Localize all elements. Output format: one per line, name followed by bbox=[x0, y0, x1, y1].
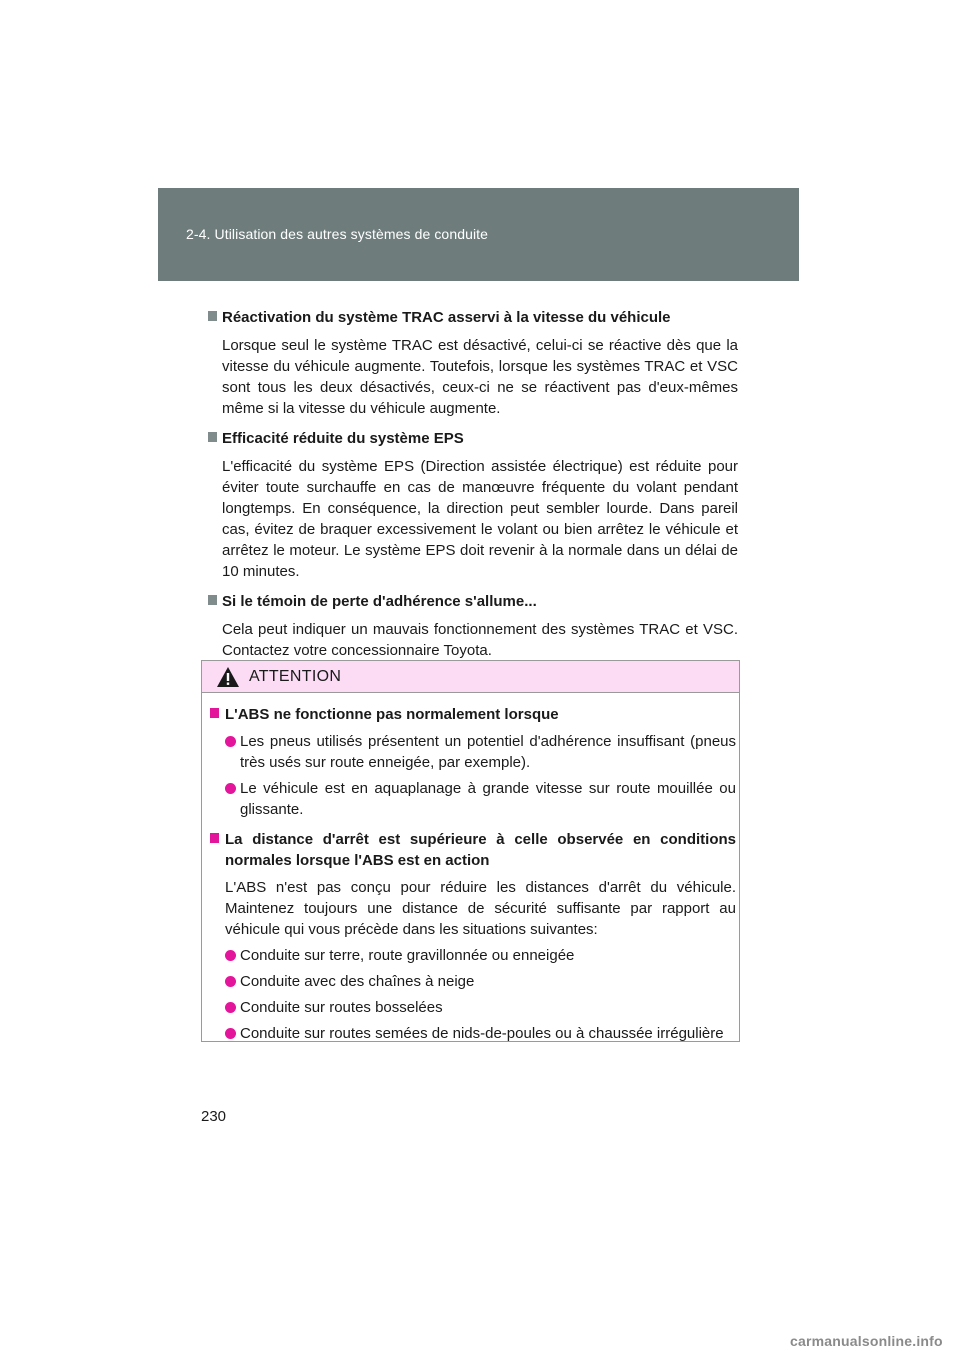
square-bullet-icon bbox=[208, 595, 217, 605]
list-item-text: Conduite avec des chaînes à neige bbox=[240, 973, 475, 990]
list-item-text: Conduite sur routes bosselées bbox=[240, 999, 443, 1016]
watermark: carmanualsonline.info bbox=[790, 1333, 943, 1349]
list-item bbox=[210, 997, 736, 1018]
attention-body-stopping-distance: L'ABS n'est pas conçu pour réduire les distances d'arrêt du véhicule. Maintenez toujours une distance de sécurité suffisante par rapport au véhicule qui vous précède dans les situations suivantes: bbox=[225, 879, 736, 938]
section-body-eps: L'efficacité du système EPS (Direction assistée électrique) est réduite pour éviter toute surchauffe en cas de manœuvre fréquente du volant pendant longtemps. En conséquence, la direction peut sembler lourde. Dans pareil cas, évitez de braquer excessivement le volant ou bien arrêtez le véhicule et arrêtez le moteur. Le système EPS doit revenir à la normale dans un délai de 10 minutes. bbox=[222, 458, 738, 580]
list-item-text: Conduite sur terre, route gravillonnée ou enneigée bbox=[240, 947, 575, 964]
section-heading-text: Réactivation du système TRAC asservi à la vitesse du véhicule bbox=[222, 309, 671, 326]
attention-heading-abs bbox=[210, 704, 736, 725]
section-heading-slip-indicator bbox=[208, 591, 738, 612]
section-heading-text: Si le témoin de perte d'adhérence s'allume... bbox=[222, 593, 537, 610]
circle-bullet-icon bbox=[225, 736, 236, 747]
square-bullet-icon bbox=[208, 432, 217, 442]
circle-bullet-icon bbox=[225, 1002, 236, 1013]
circle-bullet-icon bbox=[225, 950, 236, 961]
circle-bullet-icon bbox=[225, 976, 236, 987]
page-number: 230 bbox=[201, 1108, 227, 1125]
attention-heading-text: L'ABS ne fonctionne pas normalement lorsque bbox=[225, 706, 559, 723]
square-bullet-icon bbox=[210, 833, 219, 843]
list-item-text: Conduite sur routes semées de nids-de-poules ou à chaussée irrégulière bbox=[240, 1025, 724, 1042]
attention-content bbox=[210, 704, 736, 1049]
chapter-header-band bbox=[158, 188, 799, 281]
section-heading-eps bbox=[208, 428, 738, 449]
list-item bbox=[210, 778, 736, 820]
section-body-slip-indicator: Cela peut indiquer un mauvais fonctionnement des systèmes TRAC et VSC. Contactez votre concessionnaire Toyota. bbox=[222, 621, 738, 659]
warning-triangle-icon bbox=[216, 666, 240, 688]
list-item bbox=[210, 945, 736, 966]
attention-heading-text: La distance d'arrêt est supérieure à celle observée en conditions normales lorsque l'ABS est en action bbox=[225, 831, 736, 869]
list-item-text: Le véhicule est en aquaplanage à grande vitesse sur route mouillée ou glissante. bbox=[240, 780, 736, 818]
circle-bullet-icon bbox=[225, 783, 236, 794]
circle-bullet-icon bbox=[225, 1028, 236, 1039]
attention-title: ATTENTION bbox=[249, 668, 342, 685]
section-body-trac-reactivation: Lorsque seul le système TRAC est désactivé, celui-ci se réactive dès que la vitesse du véhicule augmente. Toutefois, lorsque les systèmes TRAC et VSC sont tous les deux désactivés, ceux-ci ne se réactivent pas d'eux-mêmes même si la vitesse du véhicule augmente. bbox=[222, 337, 738, 417]
chapter-title: 2-4. Utilisation des autres systèmes de conduite bbox=[186, 226, 489, 242]
main-content bbox=[208, 307, 738, 670]
attention-box bbox=[201, 660, 740, 1042]
square-bullet-icon bbox=[208, 311, 217, 321]
list-item-text: Les pneus utilisés présentent un potentiel d'adhérence insuffisant (pneus très usés sur route enneigée, par exemple). bbox=[240, 733, 736, 771]
list-item bbox=[210, 731, 736, 773]
section-heading-text: Efficacité réduite du système EPS bbox=[222, 430, 464, 447]
list-item bbox=[210, 1023, 736, 1044]
attention-heading-stopping-distance bbox=[210, 829, 736, 871]
section-heading-trac-reactivation bbox=[208, 307, 738, 328]
list-item bbox=[210, 971, 736, 992]
attention-header bbox=[202, 661, 739, 693]
square-bullet-icon bbox=[210, 708, 219, 718]
